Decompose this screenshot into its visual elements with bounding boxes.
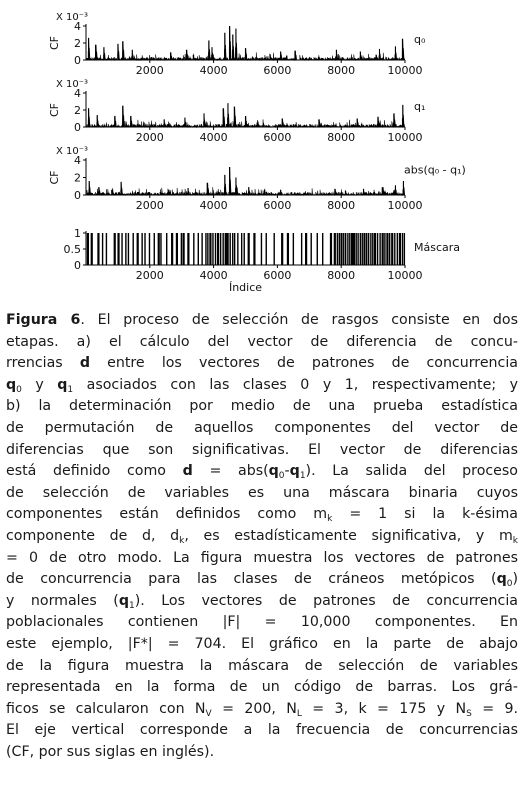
caption-line <box>6 742 518 764</box>
series-label: abs(q₀ - q₁) <box>404 163 466 177</box>
caption-line <box>6 569 518 591</box>
y-tick-label: 4 <box>74 20 81 33</box>
mask-bar <box>222 233 223 265</box>
mask-bar <box>368 233 369 265</box>
mask-bar <box>237 233 238 265</box>
caption-line <box>6 353 518 375</box>
mask-bar <box>353 233 355 265</box>
caption-text: q <box>118 592 129 609</box>
caption-line <box>6 483 518 505</box>
mask-bar <box>339 233 340 265</box>
caption-text: entre los vectores de patrones de concurrencia <box>89 355 518 372</box>
mask-bar <box>87 233 89 265</box>
caption-text: V <box>205 708 212 719</box>
y-axis-label: CF <box>48 170 61 185</box>
mask-bar <box>281 233 283 265</box>
mask-bar <box>181 233 182 265</box>
mask-bar <box>227 233 229 265</box>
caption-text: q <box>6 376 17 393</box>
y-tick-label: 2 <box>74 171 81 185</box>
mask-bar <box>394 233 395 265</box>
figure-caption <box>6 310 518 763</box>
caption-text: y <box>21 376 58 393</box>
mask-bar <box>220 233 221 265</box>
caption-line <box>6 720 518 742</box>
mask-bar <box>379 233 380 265</box>
mask-bar <box>171 233 173 265</box>
x-tick-label: 8000 <box>327 131 356 144</box>
y-tick-label: 2 <box>74 37 81 50</box>
caption-line <box>6 418 518 440</box>
y-axis-label: CF <box>48 35 61 51</box>
mask-bar <box>382 233 384 265</box>
mask-bar <box>253 233 255 265</box>
mask-bar <box>121 233 122 265</box>
mask-bar <box>241 233 242 265</box>
x-tick-label: 8000 <box>327 64 356 77</box>
caption-text: y normales ( <box>6 592 119 609</box>
caption-text: este ejemplo, |F*| = 704. El gráfico en la parte de abajo <box>6 635 518 652</box>
caption-text: = 3, k = 175 y N <box>301 700 467 717</box>
mask-bar <box>149 233 150 265</box>
caption-text: b) la determinación por medio de una prueba estadística <box>6 398 518 415</box>
caption-line <box>6 461 518 483</box>
mask-bar <box>343 233 344 265</box>
mask-bar <box>322 233 323 265</box>
mask-bar <box>397 233 398 265</box>
mask-bar <box>125 233 126 265</box>
y-axis-label: CF <box>48 102 61 118</box>
y-scale-label: X 10⁻³ <box>56 12 89 23</box>
mask-bar <box>345 233 346 265</box>
caption-text: componente de d, d <box>6 527 180 544</box>
x-tick-label: 6000 <box>263 269 292 282</box>
mask-bar <box>106 233 107 265</box>
caption-text: = 0 de otro modo. La figura muestra los vectores de patrones <box>6 549 518 566</box>
mask-bar <box>183 233 185 265</box>
caption-text: de permutación de aquellos componentes del vector de <box>6 419 518 436</box>
caption-text: está definido como <box>6 463 183 480</box>
mask-bar <box>225 233 227 265</box>
mask-bar <box>133 233 134 265</box>
mask-bar <box>97 233 99 265</box>
mask-bar <box>212 233 213 265</box>
caption-text: , es estadísticamente significativa, y m <box>184 527 513 544</box>
caption-text: ) <box>512 571 518 588</box>
x-tick-label: 2000 <box>135 269 164 282</box>
y-tick-label: 0 <box>74 259 81 272</box>
caption-text: - <box>284 463 290 480</box>
mask-bar <box>154 233 155 265</box>
mask-bar <box>330 233 332 265</box>
caption-text: = 1 si la k-ésima <box>332 506 518 523</box>
x-tick-label: 6000 <box>263 199 292 212</box>
caption-text: ). La salida del proceso <box>305 463 518 480</box>
y-tick-label: 0 <box>74 121 81 134</box>
caption-text: etapas. a) el cálculo del vector de diferencia de concu- <box>6 333 518 350</box>
mask-bar <box>229 233 230 265</box>
mask-bar <box>102 233 103 265</box>
mask-bar <box>158 233 160 265</box>
mask-bar <box>355 233 356 265</box>
caption-text: = 200, N <box>211 700 297 717</box>
caption-line <box>6 548 518 570</box>
caption-line <box>6 591 518 613</box>
mask-bar <box>144 233 145 265</box>
mask-bar <box>399 233 401 265</box>
mask-bar <box>114 233 116 265</box>
caption-line <box>6 526 518 548</box>
y-tick-label: 4 <box>74 154 81 167</box>
x-tick-label: 4000 <box>199 131 228 144</box>
caption-text: componentes están definidos como m <box>6 506 328 523</box>
mask-bar <box>201 233 202 265</box>
mask-bar <box>207 233 208 265</box>
mask-bar <box>384 233 385 265</box>
x-axis-label: Índice <box>228 281 263 294</box>
caption-text: 0 <box>16 384 22 395</box>
mask-bar <box>141 233 142 265</box>
caption-line <box>6 634 518 656</box>
series-label: q₁ <box>414 100 426 113</box>
mask-bar <box>274 233 275 265</box>
mask-bar <box>176 233 178 265</box>
x-tick-label: 2000 <box>135 199 164 212</box>
x-tick-label: 6000 <box>263 64 292 77</box>
caption-text: 1 <box>299 471 306 482</box>
caption-text: ficos se calcularon con N <box>6 700 206 717</box>
mask-bar <box>340 233 342 265</box>
caption-line <box>6 699 518 721</box>
mask-bar <box>363 233 365 265</box>
caption-text: q <box>57 376 68 393</box>
y-tick-label: 0 <box>74 189 81 202</box>
mask-bar <box>377 233 378 265</box>
caption-text: d <box>182 463 193 480</box>
mask-bar <box>117 233 119 265</box>
y-tick-label: 4 <box>74 87 81 100</box>
x-tick-label: 10000 <box>387 64 423 77</box>
mask-bar <box>311 233 312 265</box>
mask-bar <box>357 233 358 265</box>
caption-text: k <box>327 514 333 525</box>
mask-bar <box>248 233 250 265</box>
y-tick-label: 0.5 <box>63 243 81 256</box>
mask-bar <box>317 233 318 265</box>
mask-bar <box>193 233 194 265</box>
caption-line <box>6 396 518 418</box>
x-tick-label: 4000 <box>199 269 228 282</box>
caption-line <box>6 504 518 526</box>
mask-bar <box>360 233 361 265</box>
mask-bar <box>301 233 302 265</box>
caption-text: q <box>268 463 279 480</box>
caption-line <box>6 656 518 678</box>
caption-line <box>6 375 518 397</box>
mask-bar <box>347 233 348 265</box>
mask-bar <box>362 233 363 265</box>
caption-text: Figura 6 <box>6 312 81 328</box>
mask-bar <box>209 233 211 265</box>
caption-text: d <box>79 355 90 372</box>
y-tick-label: 1 <box>74 227 81 240</box>
caption-text: El eje vertical corresponde a la frecuencia de concurrencias <box>6 722 518 739</box>
caption-text: asociados con las clases 0 y 1, respectivamente; y <box>73 376 518 393</box>
mask-bar <box>366 233 367 265</box>
caption-text: de selección de variables es una máscara binaria cuyos <box>6 484 518 501</box>
caption-text: k <box>179 535 185 546</box>
caption-text: = 9. <box>471 700 519 717</box>
caption-line <box>6 332 518 354</box>
caption-text: 1 <box>128 600 135 611</box>
caption-text: diferencias que son significativas. El vector de diferencias <box>6 441 518 458</box>
mask-bar <box>160 233 161 265</box>
caption-line <box>6 440 518 462</box>
mask-bar <box>128 233 129 265</box>
mask-bar <box>261 233 262 265</box>
mask-bar <box>305 233 307 265</box>
caption-text: q <box>496 571 507 588</box>
mask-bar <box>372 233 373 265</box>
mask-bar <box>187 233 189 265</box>
mask-bar <box>166 233 167 265</box>
caption-text: k <box>512 535 518 546</box>
x-tick-label: 8000 <box>327 199 356 212</box>
mask-bar <box>391 233 393 265</box>
caption-text: 0 <box>278 471 285 482</box>
caption-text: (CF, por sus siglas en inglés). <box>6 743 215 760</box>
mask-bar <box>386 233 388 265</box>
mask-bar <box>402 233 403 265</box>
mask-bar <box>337 233 338 265</box>
series-label: Máscara <box>414 241 461 254</box>
mask-bar <box>234 233 235 265</box>
caption-line <box>6 612 518 634</box>
caption-text: = abs( <box>192 463 269 480</box>
caption-text: ). Los vectores de patrones de concurrencia <box>134 592 518 609</box>
x-tick-label: 6000 <box>263 131 292 144</box>
y-scale-label: X 10⁻³ <box>56 146 89 157</box>
caption-line <box>6 677 518 699</box>
x-tick-label: 4000 <box>199 199 228 212</box>
mask-bar <box>404 233 405 265</box>
series-label: q₀ <box>414 33 426 46</box>
y-scale-label: X 10⁻³ <box>56 79 89 90</box>
mask-bar <box>198 233 199 265</box>
caption-text: L <box>296 708 302 719</box>
caption-text: . El proceso de selección de rasgos consiste en dos <box>80 312 518 328</box>
mask-bar <box>389 233 390 265</box>
x-tick-label: 2000 <box>135 64 164 77</box>
caption-text: de concurrencia para las clases de cráneos metópicos ( <box>6 571 497 588</box>
mask-bar <box>370 233 371 265</box>
mask-bar <box>205 233 206 265</box>
mask-bar <box>266 233 267 265</box>
x-tick-label: 4000 <box>199 64 228 77</box>
mask-bar <box>232 233 233 265</box>
caption-text: 0 <box>506 579 513 590</box>
caption-text: de la figura muestra la máscara de selección de variables <box>6 657 518 674</box>
caption-text: poblacionales contienen |F| = 10,000 componentes. En <box>6 614 518 631</box>
x-tick-label: 8000 <box>327 269 356 282</box>
mask-bar <box>91 233 93 265</box>
figure-panels <box>0 0 524 300</box>
mask-bar <box>293 233 294 265</box>
mask-bar <box>215 233 216 265</box>
x-tick-label: 10000 <box>387 199 423 212</box>
mask-bar <box>351 233 353 265</box>
caption-text: q <box>289 463 300 480</box>
y-tick-label: 0 <box>74 54 81 67</box>
mask-bar <box>287 233 289 265</box>
x-tick-label: 2000 <box>135 131 164 144</box>
caption-text: S <box>466 708 472 719</box>
mask-bar <box>244 233 245 265</box>
caption-line <box>6 310 518 332</box>
x-tick-label: 10000 <box>387 269 423 282</box>
caption-text: representada en la forma de un código de barras. Los grá- <box>6 679 518 696</box>
mask-bar <box>374 233 376 265</box>
caption-text: 1 <box>67 384 74 395</box>
x-tick-label: 10000 <box>387 131 423 144</box>
mask-bar <box>217 233 219 265</box>
mask-bar <box>137 233 139 265</box>
caption-text: rrencias <box>6 355 80 372</box>
y-tick-label: 2 <box>74 104 81 117</box>
mask-bar <box>349 233 350 265</box>
mask-bar <box>334 233 336 265</box>
series-line <box>86 167 405 195</box>
